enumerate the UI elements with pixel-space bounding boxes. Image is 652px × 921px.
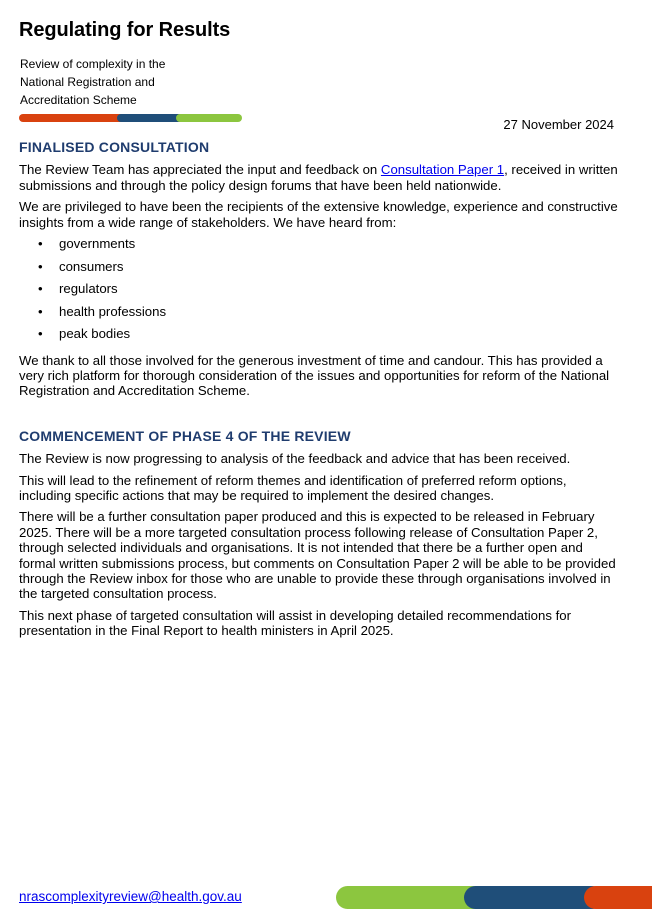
paragraph: We thank to all those involved for the generous investment of time and candour. This has provided a very rich platform for thorough consideration of the issues and opportunities for reform of the National Registration and Accreditation Scheme. (19, 352, 610, 399)
bullet-icon: • (38, 326, 43, 342)
consultation-paper-1-link[interactable]: Consultation Paper 1 (380, 162, 505, 178)
document-title: Regulating for Results (19, 19, 231, 41)
footer-stripe-blue (464, 886, 604, 909)
paragraph: This next phase of targeted consultation will assist in developing detailed recommendations for presentation in the Final Report to health ministers in April 2025. (19, 607, 571, 639)
bullet-icon: • (38, 303, 43, 319)
stakeholder-list (19, 236, 619, 349)
list-item: • consumers (38, 258, 124, 274)
paragraph: This will lead to the refinement of reform themes and identification of preferred reform options, including specific actions that may be required to implement the desired changes. (19, 472, 567, 503)
paragraph: There will be a further consultation paper produced and this is expected to be released in February 2025. There will be a more targeted consultation process following release of Consultation Paper 2, through selected individuals and organisations. It is not intended that there be a further open and formal written submissions process, but comments on Consultation Paper 2 will be able to be provided through the Review inbox for those who are unable to provide these through organisations involved in the targeted consultation process. (19, 509, 616, 602)
bullet-icon: • (38, 236, 43, 252)
document-date: 27 November 2024 (503, 117, 614, 132)
footer-stripe-orange (584, 886, 652, 909)
document-subtitle (20, 55, 220, 109)
review-email-link[interactable]: nrascomplexityreview@health.gov.au (19, 889, 242, 904)
document-body (19, 137, 619, 645)
bullet-icon: • (38, 281, 43, 297)
header-stripe-green (176, 114, 242, 122)
section-heading-finalised-consultation: FINALISED CONSULTATION (19, 139, 210, 155)
list-item: • regulators (38, 281, 118, 297)
list-item: • governments (38, 236, 136, 252)
paragraph: We are privileged to have been the recipients of the extensive knowledge, experience and constructive insights from a wide range of stakeholders. We have heard from: (19, 199, 618, 230)
header-stripe-orange (19, 114, 125, 122)
subtitle-line: National Registration and (20, 75, 155, 89)
paragraph: The Review Team has appreciated the input and feedback on Consultation Paper 1, received in written submissions and through the policy design forums that have been held nationwide. (19, 162, 618, 193)
paragraph: The Review is now progressing to analysis of the feedback and advice that has been received. (19, 451, 571, 467)
subtitle-line: Review of complexity in the (20, 57, 166, 71)
bullet-icon: • (38, 258, 43, 274)
subtitle-line: Accreditation Scheme (20, 93, 137, 107)
list-item: • health professions (38, 303, 167, 319)
list-item: • peak bodies (38, 326, 131, 342)
section-heading-phase-4: COMMENCEMENT OF PHASE 4 OF THE REVIEW (19, 427, 351, 444)
header-stripe-blue (117, 114, 183, 122)
